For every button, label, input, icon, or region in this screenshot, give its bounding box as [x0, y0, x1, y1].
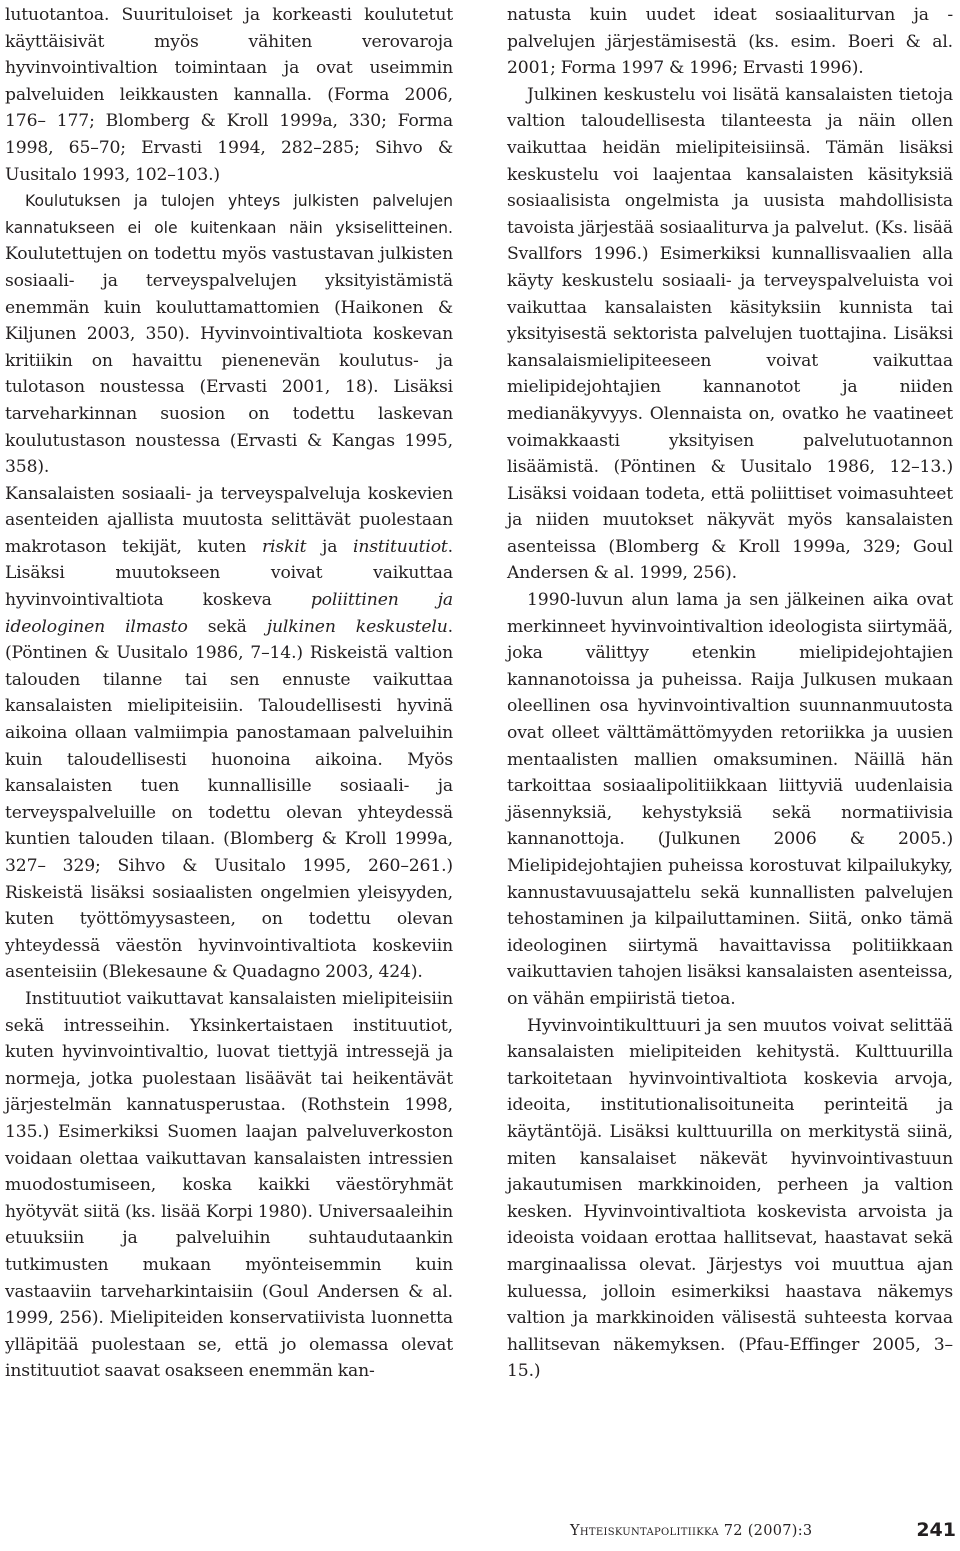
paragraph-text: Julkinen keskustelu voi lisätä kansalaisten tietoja valtion taloudellisesta tilanteesta ja näin ollen vaikuttaa heidän mielipiteisiinsä. Tämän lisäksi keskustelu voi laajentaa kansalaisten käsityksiä sosiaalisista ongelmista ja uusista mahdollisista tavoista järjestää sosiaaliturva ja palvelut. (Ks. lisää Svallfors 1996.) Esimerkiksi kunnallisvaalien alla käyty keskustelu sosiaali- ja terveyspalveluista voi vaikuttaa kansalaisten käsityksiin kunnista tai yksityisestä sektorista palvelujen tuottajina. Lisäksi kansalaismielipiteeseen voivat vaikuttaa mielipidejohtajien kannanotot ja niiden medianäkyvyys. Olennaista on, ovatko he vaatineet voimakkaasti yksityisen palvelutuotannon lisäämistä. (Pöntinen & Uusitalo 1986, 12–13.) Lisäksi voidaan todeta, että poliittiset voimasuhteet ja niiden muutokset näkyvät myös kansalaisten asenteissa (Blomberg & Kroll 1999a, 329; Goul Andersen & al. 1999, 256).: [507, 84, 953, 584]
paragraph-text: Instituutiot vaikuttavat kansalaisten mielipiteisiin sekä intresseihin. Yksinkertaistaen instituutiot, kuten hyvinvointivaltio, luovat tiettyjä intressejä ja normeja, jotka puolestaan lisäävät tai heikentävät järjestelmän kannatusperustaa. (Rothstein 1998, 135.) Esimerkiksi Suomen laajan palveluverkoston voidaan olettaa vaikuttavan kansalaisten intressien muodostumiseen, koska kaikki väestöryhmät hyötyvät siitä (ks. lisää Korpi 1980). Universaaleihin etuuksiin ja palveluihin suhtaudutaankin tutkimusten mukaan myönteisemmin kuin vastaaviin tarveharkintaisiin (Goul Andersen & al. 1999, 256). Mielipiteiden konservatiivista luonnetta ylläpitää puolestaan se, että jo olemassa olevat instituutiot saavat osakseen enemmän kan-: [5, 988, 453, 1382]
paragraph: [507, 82, 953, 587]
paragraph: [507, 587, 953, 1013]
italic-term: julkinen keskustelu: [266, 616, 448, 637]
italic-term: instituutiot: [352, 536, 448, 557]
italic-term: poliittinen ja ideologinen ilmasto: [5, 590, 453, 637]
paragraph-text: natusta kuin uudet ideat sosiaaliturvan ja -palvelujen järjestämisestä (ks. esim. Boeri & al. 2001; Forma 1997 & 1996; Ervasti 1996).: [507, 5, 953, 79]
left-column: [5, 2, 453, 1385]
paragraph-text: lutuotantoa. Suurituloiset ja korkeasti koulutetut käyttäisivät myös vähiten verovaroja hyvinvointivaltion toimintaan ja ovat useimmin palveluiden leikkausten kannalla. (Forma 2006, 176– 177; Blomberg & Kroll 1999a, 330; Forma 1998, 65–70; Ervasti 1994, 282–285; Sihvo & Uusitalo 1993, 102–103.): [5, 5, 453, 185]
page-footer: [570, 1519, 958, 1545]
page-number: 241: [916, 1519, 956, 1541]
right-column: [507, 2, 953, 1385]
paragraph-text: Hyvinvointikulttuuri ja sen muutos voivat selittää kansalaisten mielipiteiden kehitystä. Kulttuurilla tarkoitetaan hyvinvointivaltiota koskevia arvoja, ideoita, institutionalisoituneita perinteitä ja käytäntöjä. Lisäksi kulttuurilla on merkitystä siinä, miten kansalaiset näkevät hyvinvointivastuun jakautumisen markkinoiden, perheen ja valtion kesken. Hyvinvointivaltiota koskevista arvoista ja ideoista voidaan erottaa hallitsevat, haastavat sekä marginaalissa olevat. Järjestys voi muuttua ajan kuluessa, jolloin esimerkiksi haastava näkemys valtion ja markkinoiden välisestä suhteesta korvaa hallitsevan näkemyksen. (Pfau-Effinger 2005, 3–15.): [507, 1015, 953, 1382]
paragraph: [507, 1013, 953, 1385]
paragraph-text: . (Pöntinen & Uusitalo 1986, 7–14.) Riskeistä valtion talouden tilanne tai sen ennuste vaikuttaa kansalaisten mielipiteisiin. Taloudellisesti hyvinä aikoina ollaan valmiimpia panostamaan palveluihin kuin taloudellisesti huonoina aikoina. Myös kansalaisten tuen kunnallisille sosiaali- ja terveyspalveluille on todettu olevan yhteydessä kuntien talouden tilaan. (Blomberg & Kroll 1999a, 327– 329; Sihvo & Uusitalo 1995, 260–261.) Riskeistä lisäksi sosiaalisten ongelmien yleisyyden, kuten työttömyysasteen, on todettu olevan yhteydessä väestön hyvinvointivaltiota koskeviin asenteisiin (Blekesaune & Quadagno 2003, 424).: [5, 616, 453, 983]
paragraph: [5, 2, 453, 188]
journal-name: Yhteiskuntapolitiikka 72 (2007):3: [570, 1523, 813, 1539]
paragraph-text: 1990-luvun alun lama ja sen jälkeinen aika ovat merkinneet hyvinvointivaltion ideologista siirtymää, joka välittyy etenkin mielipidejohtajien kannanotoissa ja puheissa. Raija Julkusen mukaan oleellinen osa hyvinvointivaltion suunnanmuutosta ovat olleet välttämättömyyden retoriikka ja uusien mentaalisten mallien omaksuminen. Näillä hän tarkoittaa sosiaalipolitiikkaan liittyviä uudenlaisia jäsennyksiä, kehystyksiä sekä normatiivisia kannanottoja. (Julkunen 2006 & 2005.) Mielipidejohtajien puheissa korostuvat kilpailukyky, kannustavuusajattelu sekä kunnallisten palvelujen tehostaminen ja kilpailuttaminen. Siitä, onko tämä ideologinen siirtymä havaittavissa politiikkaan vaikuttavien tahojen lisäksi kansalaisten asenteissa, on vähän empiiristä tietoa.: [507, 590, 953, 1009]
paragraph: [507, 2, 953, 82]
paragraph-text: . Lisäksi muutokseen voivat vaikuttaa hyvinvointivaltiota koskeva: [5, 536, 453, 611]
paragraph-lead-sans: Koulutuksen ja tulojen yhteys julkisten palvelujen kannatukseen ei ole kuitenkaan näin yksiselitteinen.: [5, 192, 453, 237]
paragraph-text: ja: [306, 536, 353, 557]
paragraph: [5, 188, 453, 481]
italic-term: riskit: [261, 536, 307, 557]
paragraph-text: sekä: [187, 616, 267, 637]
paragraph: [5, 481, 453, 986]
paragraph: [5, 986, 453, 1385]
paragraph-text: Kansalaisten sosiaali- ja terveyspalveluja koskevien asenteiden ajallista muutosta selittävät puolestaan makrotason tekijät, kuten: [5, 483, 453, 557]
paragraph-text: Koulutettujen on todettu myös vastustavan julkisten sosiaali- ja terveyspalvelujen yksityistämistä enemmän kuin kouluttamattomien (Haikonen & Kiljunen 2003, 350). Hyvinvointivaltiota koskevan kritiikin on havaittu pienenevän koulutus- ja tulotason noustessa (Ervasti 2001, 18). Lisäksi tarveharkinnan suosion on todettu laskevan koulutustason noustessa (Ervasti & Kangas 1995, 358).: [5, 244, 453, 478]
